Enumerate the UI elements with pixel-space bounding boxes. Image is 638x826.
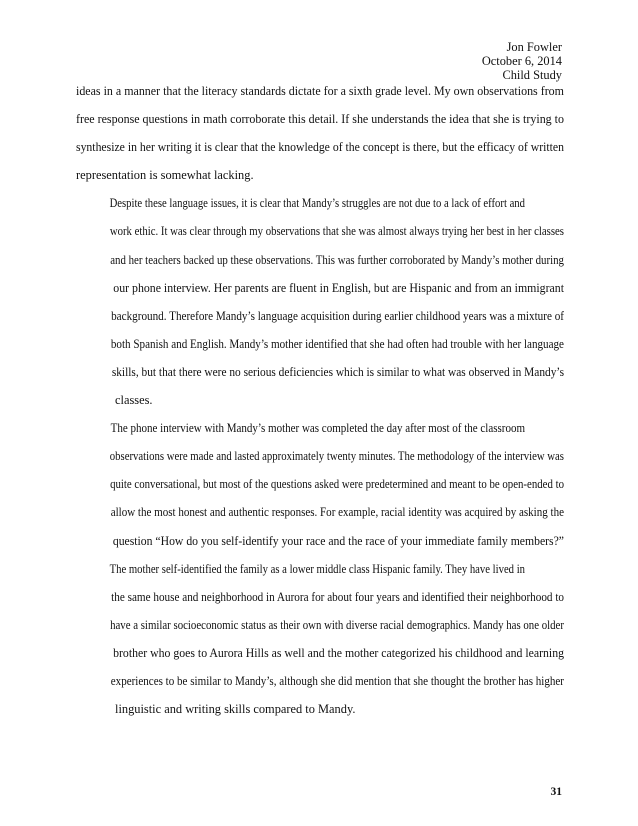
paragraph-line: The mother self-identified the family as a lower middle class Hispanic family. They have lived in (109, 561, 525, 576)
paragraph-line: synthesize in her writing it is clear that the knowledge of the concept is there, but the efficacy of written (76, 140, 564, 155)
paragraph-line: skills, but that there were no serious deficiencies which is similar to what was observed in Mandy’s (111, 364, 565, 379)
paragraph-line: quite conversational, but most of the questions asked were predetermined and meant to be open-ended to (110, 477, 565, 492)
header-author: Jon Fowler (506, 40, 562, 54)
paragraph-line: question “How do you self-identify your race and the race of your immediate family members?” (112, 533, 564, 548)
running-header (482, 40, 562, 82)
paragraph (76, 414, 564, 554)
paragraph-line: both Spanish and English. Mandy’s mother identified that she had often had trouble with her language (110, 336, 564, 351)
paragraph-line: observations were made and lasted approximately twenty minutes. The methodology of the interview was (109, 449, 564, 464)
paragraph-line: background. Therefore Mandy’s language acquisition during earlier childhood years was a mixture of (111, 308, 564, 323)
paragraph-line: our phone interview. Her parents are fluent in English, but are Hispanic and from an immigrant (113, 280, 565, 295)
paragraph (76, 555, 564, 724)
paragraph-line: experiences to be similar to Mandy’s, although she did mention that she thought the brother has higher (110, 673, 564, 688)
page-number: 31 (550, 786, 562, 798)
paragraph-line: classes. (115, 393, 153, 408)
header-course: Child Study (502, 68, 562, 82)
paragraph-line: brother who goes to Aurora Hills as well and the mother categorized his childhood and learning (113, 645, 565, 660)
paragraph-line: have a similar socioeconomic status as their own with diverse racial demographics. Mandy has one older (110, 617, 564, 632)
paragraph-line: and her teachers backed up these observations. This was further corroborated by Mandy’s mother during (110, 252, 564, 267)
header-date: October 6, 2014 (481, 54, 562, 68)
paragraph-line: work ethic. It was clear through my observations that she was almost always trying her best in her classes (109, 224, 564, 239)
body-text (76, 77, 564, 723)
paragraph-line: Despite these language issues, it is clear that Mandy’s struggles are not due to a lack of effort and (109, 196, 525, 211)
paragraph-line: allow the most honest and authentic responses. For example, racial identity was acquired by asking the (110, 505, 564, 520)
paragraph-line: The phone interview with Mandy’s mother was completed the day after most of the classroom (110, 421, 526, 436)
paragraph-line: linguistic and writing skills compared to Mandy. (115, 702, 356, 717)
paragraph-line: representation is somewhat lacking. (76, 168, 254, 183)
paragraph-line: the same house and neighborhood in Aurora for about four years and identified their neighborhood to (111, 589, 565, 604)
paragraph-line: ideas in a manner that the literacy standards dictate for a sixth grade level. My own observations from (76, 84, 564, 98)
paragraph-line: free response questions in math corroborate this detail. If she understands the idea that she is trying to (76, 112, 565, 127)
paragraph (76, 77, 564, 189)
paragraph (76, 189, 564, 414)
